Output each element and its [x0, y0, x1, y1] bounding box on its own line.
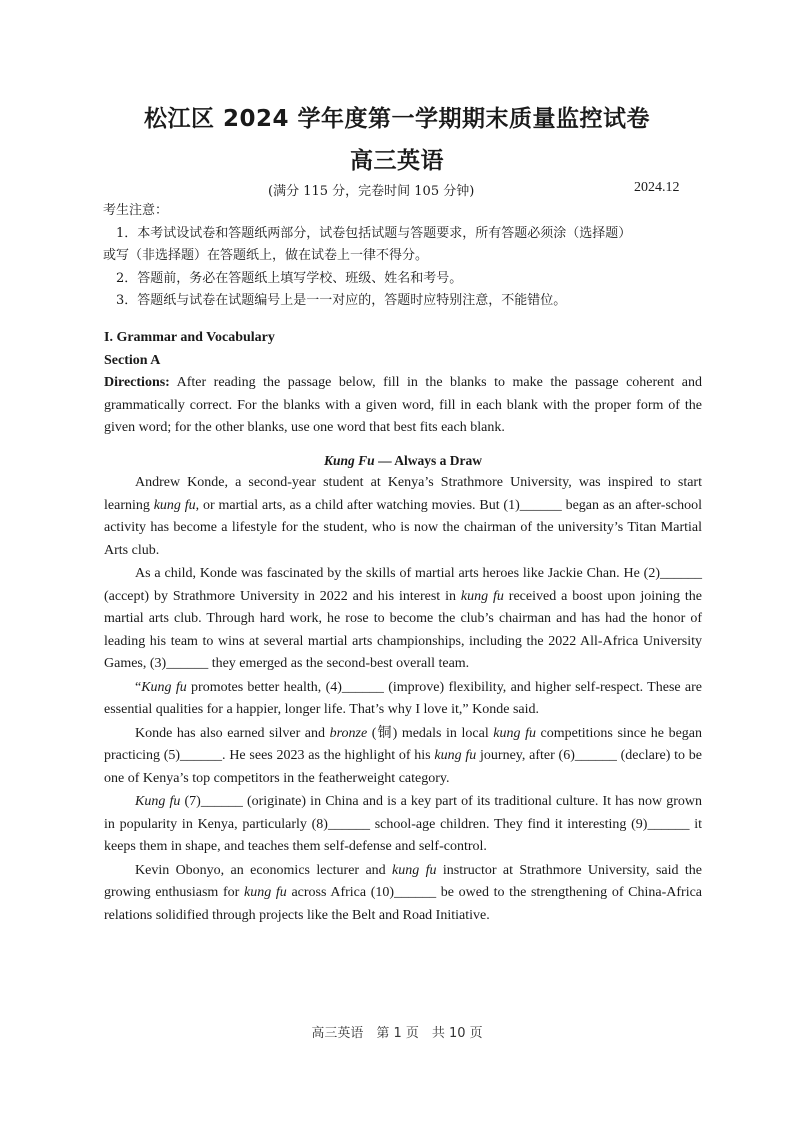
notice-item-2: 2．答题前，务必在答题纸上填写学校、班级、姓名和考号。 — [116, 270, 463, 286]
italic-run: kung fu — [434, 748, 477, 763]
exam-title: 松江区 2024 学年度第一学期期末质量监控试卷 — [143, 106, 651, 132]
italic-run: Kung fu — [141, 679, 187, 695]
italic-run: Kung fu — [135, 794, 181, 809]
notices-heading: 考生注意： — [103, 203, 169, 218]
passage-paragraph-3 — [104, 677, 702, 722]
italic-run: kung fu — [493, 725, 536, 741]
text-run: competitions since he began practicing (5)______. He sees 2023 as the highlight of his — [104, 725, 703, 763]
exam-date: 2024.12 — [634, 180, 680, 195]
text-run: Konde has also earned silver and — [135, 725, 330, 741]
page-footer: 高三英语 第 1 页 共 10 页 — [311, 1026, 483, 1041]
italic-run: kung fu — [460, 588, 504, 604]
passage-paragraph-4 — [104, 723, 702, 791]
passage-title-italic: Kung Fu — [324, 452, 375, 468]
text-run: , or martial arts, as a child after watching movies. But (1)______ began as an after-school activity has become a lifestyle for the student, who is now the chairman of the university’s Titan Martial Arts club. — [104, 497, 702, 558]
exam-subtitle: 高三英语 — [350, 148, 444, 174]
notice-item-1: 1．本考试设试卷和答题纸两部分，试卷包括试题与答题要求，所有答题必须涂（选择题） — [116, 225, 632, 241]
italic-run: kung fu — [244, 885, 287, 900]
grammar-vocabulary-section — [104, 327, 702, 927]
passage-title-rest: — Always a Draw — [374, 452, 482, 468]
italic-run: bronze — [329, 725, 368, 741]
text-run: “ — [135, 679, 142, 695]
text-run: Andrew Konde, a second-year student at Kenya’s Strathmore University, was inspired to start learning — [104, 475, 702, 513]
section-heading: Section A — [104, 352, 161, 368]
text-run: Kevin Obonyo, an economics lecturer and — [135, 862, 393, 878]
text-run: received a boost upon joining the martial arts club. Through hard work, he rose to become the club’s chairman and has had the honor of leading his team to wins at several martial arts championships, including the 2022 All-Africa University Games, (3)______ they emerged as the second-best overall team. — [104, 588, 702, 671]
passage-paragraph-6 — [104, 860, 702, 928]
italic-run: kung fu — [153, 497, 196, 513]
passage-paragraph-5 — [104, 791, 702, 859]
italic-run: kung fu — [392, 862, 437, 878]
notice-item-3: 3．答题纸与试卷在试题编号上是一一对应的，答题时应特别注意，不能错位。 — [116, 293, 567, 308]
directions — [104, 372, 702, 440]
score-time-note: (满分 115 分，完卷时间 105 分钟) — [268, 184, 475, 199]
candidate-notices — [103, 200, 703, 313]
directions-label: Directions: — [104, 375, 170, 390]
passage-paragraph-1 — [104, 472, 702, 562]
passage-paragraph-2 — [104, 563, 702, 676]
part-heading: I. Grammar and Vocabulary — [104, 330, 275, 345]
text-run: promotes better health, (4)______ (improve) flexibility, and higher self-respect. These are essential qualities for a happier, longer life. That’s why I love it,” Konde said. — [104, 679, 702, 717]
text-run: journey, after (6)______ (declare) to be one of Kenya’s top competitors in the featherweight category. — [104, 748, 702, 786]
text-run: across Africa (10)______ be owed to the strengthening of China-Africa relations solidified through projects like the Belt and Road Initiative. — [104, 885, 703, 923]
text-run: (铜) medals in local — [367, 725, 494, 741]
text-run: (7)______ (originate) in China and is a key part of its traditional culture. It has now grown in popularity in Kenya, particularly (8)______ school-age children. They find it interesting (9)______ it keeps them in shape, and teaches them self-defense and self-control. — [104, 794, 702, 854]
text-run: instructor at Strathmore University, said the growing enthusiasm for — [104, 862, 702, 900]
passage-title — [104, 450, 702, 473]
directions-text: After reading the passage below, fill in the blanks to make the passage coherent and grammatically correct. For the blanks with a given word, fill in each blank with the proper form of the given word; for the other blanks, use one word that best fits each blank. — [104, 375, 702, 435]
text-run: As a child, Konde was fascinated by the skills of martial arts heroes like Jackie Chan. He (2)______ (accept) by Strathmore University in 2022 and his interest in — [104, 566, 702, 604]
notice-item-1-cont: 或写（非选择题）在答题纸上，做在试卷上一律不得分。 — [103, 248, 429, 263]
